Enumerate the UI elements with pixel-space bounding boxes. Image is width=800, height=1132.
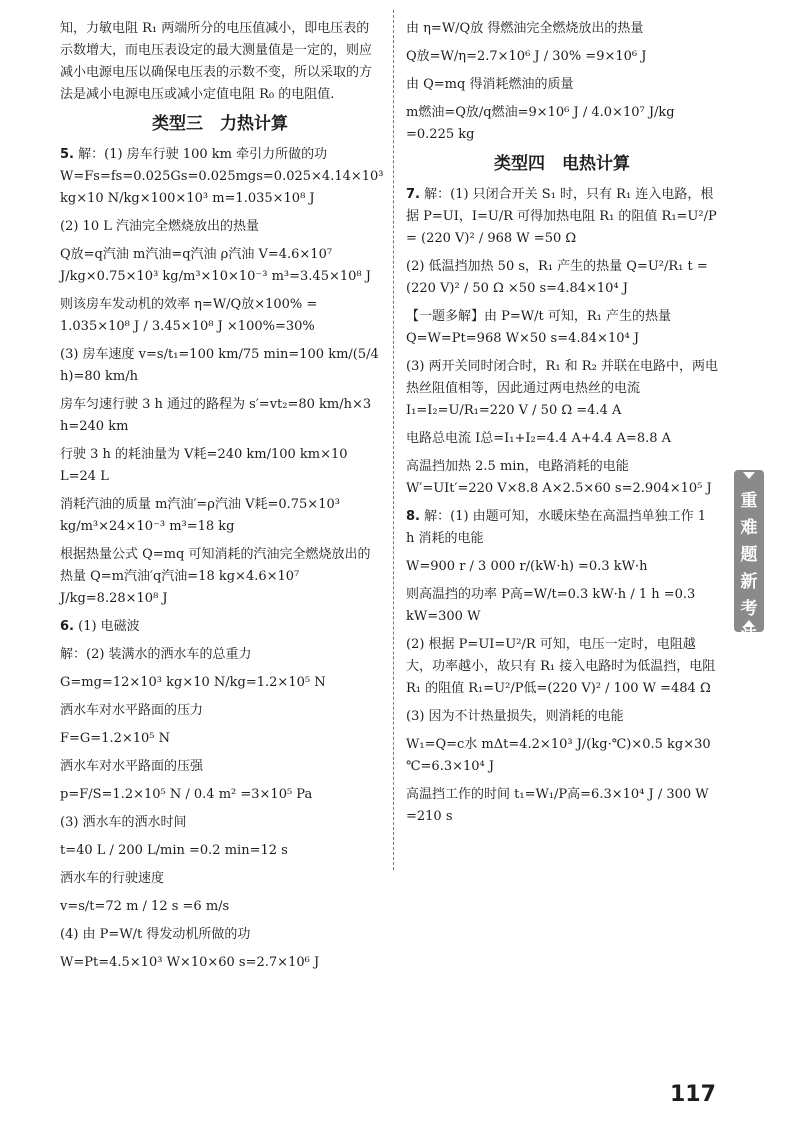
q5-line: 房车匀速行驶 3 h 通过的路程为 s′=vt₂=80 km/h×3 h=240 km: [60, 397, 372, 434]
q6-line: (3) 洒水车的洒水时间: [60, 815, 187, 830]
triangle-down-icon: [743, 472, 755, 479]
question-number-5: 5.: [60, 147, 74, 162]
q5-line: (3) 房车速度 v=s/t₁=100 km/75 min=100 km/(5/4 h)=80 km/h: [60, 347, 379, 384]
left-column: [60, 18, 384, 980]
q8-line: 高温挡工作的时间 t₁=W₁/P高=6.3×10⁴ J / 300 W =210 s: [406, 787, 709, 824]
q5-line: 5. 解：(1) 房车行驶 100 km 牵引力所做的功 W=Fs=fs=0.025Gs=0.025mgs=0.025×4.14×10³ kg×10 N/kg×100×10³ m=1.035×10⁸ J: [60, 147, 384, 206]
q5-line: 消耗汽油的质量 m汽油′=ρ汽油 V耗=0.75×10³ kg/m³×24×10⁻³ m³=18 kg: [60, 497, 340, 534]
q6-line: G=mg=12×10³ kg×10 N/kg=1.2×10⁵ N: [60, 675, 326, 690]
triangle-up-icon: [743, 620, 755, 627]
page-number: 117: [670, 1082, 716, 1107]
q6-line: F=G=1.2×10⁵ N: [60, 731, 171, 746]
q7-line: (3) 两开关同时闭合时，R₁ 和 R₂ 并联在电路中，两电热丝阻值相等，因此通过两电热丝的电流 I₁=I₂=U/R₁=220 V / 50 Ω =4.4 A: [406, 359, 718, 418]
q6-cont-line: Q放=W/η=2.7×10⁶ J / 30% =9×10⁶ J: [406, 49, 647, 64]
side-tab: [734, 470, 764, 646]
q8-line: W₁=Q=c水 mΔt=4.2×10³ J/(kg·℃)×0.5 kg×30 ℃=6.3×10⁴ J: [406, 737, 711, 774]
q6-line: p=F/S=1.2×10⁵ N / 0.4 m² =3×10⁵ Pa: [60, 787, 313, 802]
question-number-7: 7.: [406, 187, 420, 202]
q5-line: 根据热量公式 Q=mq 可知消耗的汽油完全燃烧放出的热量 Q=m汽油′q汽油=18 kg×4.6×10⁷ J/kg=8.28×10⁸ J: [60, 547, 371, 606]
q6-cont-line: 由 Q=mq 得消耗燃油的质量: [406, 77, 574, 92]
q8-line: W=900 r / 3 000 r/(kW·h) =0.3 kW·h: [406, 559, 648, 574]
q8-line: (2) 根据 P=UI=U²/R 可知，电压一定时，电阻越大，功率越小，故只有 R₁ 接入电路时为低温挡，电阻 R₁ 的阻值 R₁=U²/P低=(220 V)² / 100 W =484 Ω: [406, 637, 716, 696]
right-column: [406, 18, 718, 834]
q8-line: 则高温挡的功率 P高=W/t=0.3 kW·h / 1 h =0.3 kW=300 W: [406, 587, 696, 624]
q8-line: 8. 解：(1) 由题可知，水暖床垫在高温挡单独工作 1 h 消耗的电能: [406, 509, 707, 546]
q8-line: (3) 因为不计热量损失，则消耗的电能: [406, 709, 624, 724]
question-number-8: 8.: [406, 509, 420, 524]
q5-line: 行驶 3 h 的耗油量为 V耗=240 km/100 km×10 L=24 L: [60, 447, 348, 484]
q6-line: 洒水车对水平路面的压强: [60, 759, 204, 774]
intro-text: 知，力敏电阻 R₁ 两端所分的电压值减小，即电压表的示数增大，而电压表设定的最大测量值是一定的，则应减小电源电压以确保电压表的示数不变，所以采取的方法是减小电源电压或减小定值电阻 R₀ 的电阻值.: [60, 21, 373, 102]
q6-line: v=s/t=72 m / 12 s =6 m/s: [60, 899, 230, 914]
section-title-type3: 类型三 力热计算: [152, 114, 288, 134]
q6-cont-line: 由 η=W/Q放 得燃油完全燃烧放出的热量: [406, 21, 644, 36]
q7-line: 7. 解：(1) 只闭合开关 S₁ 时，只有 R₁ 连入电路，根据 P=UI，I=U/R 可得加热电阻 R₁ 的阻值 R₁=U²/P = (220 V)² / 968 W =50 Ω: [406, 187, 717, 246]
q6-line: 洒水车对水平路面的压力: [60, 703, 204, 718]
q7-line: 电路总电流 I总=I₁+I₂=4.4 A+4.4 A=8.8 A: [406, 431, 672, 446]
q5-line: 则该房车发动机的效率 η=W/Q放×100% = 1.035×10⁸ J / 3.45×10⁸ J ×100%=30%: [60, 297, 318, 334]
q7-line: 【一题多解】由 P=W/t 可知，R₁ 产生的热量 Q=W=Pt=968 W×50 s=4.84×10⁴ J: [406, 309, 672, 346]
q6-cont-line: m燃油=Q放/q燃油=9×10⁶ J / 4.0×10⁷ J/kg =0.225 kg: [406, 105, 675, 142]
side-tab-label: 重难题新考法: [740, 491, 758, 646]
q6-line: W=Pt=4.5×10³ W×10×60 s=2.7×10⁶ J: [60, 955, 320, 970]
q5-line: (2) 10 L 汽油完全燃烧放出的热量: [60, 219, 259, 234]
q5-line: Q放=q汽油 m汽油=q汽油 ρ汽油 V=4.6×10⁷ J/kg×0.75×10³ kg/m³×10×10⁻³ m³=3.45×10⁸ J: [60, 247, 371, 284]
q6-line: (4) 由 P=W/t 得发动机所做的功: [60, 927, 251, 942]
q6-line: t=40 L / 200 L/min =0.2 min=12 s: [60, 843, 288, 858]
q6-line: 6. (1) 电磁波: [60, 619, 140, 634]
question-number-6: 6.: [60, 619, 74, 634]
column-divider: [393, 10, 394, 870]
q7-line: (2) 低温挡加热 50 s，R₁ 产生的热量 Q=U²/R₁ t = (220 V)² / 50 Ω ×50 s=4.84×10⁴ J: [406, 259, 708, 296]
q6-line: 解：(2) 装满水的洒水车的总重力: [60, 647, 252, 662]
q6-line: 洒水车的行驶速度: [60, 871, 165, 886]
q7-line: 高温挡加热 2.5 min，电路消耗的电能 W′=UIt′=220 V×8.8 A×2.5×60 s=2.904×10⁵ J: [406, 459, 712, 496]
section-title-type4: 类型四 电热计算: [494, 154, 630, 174]
